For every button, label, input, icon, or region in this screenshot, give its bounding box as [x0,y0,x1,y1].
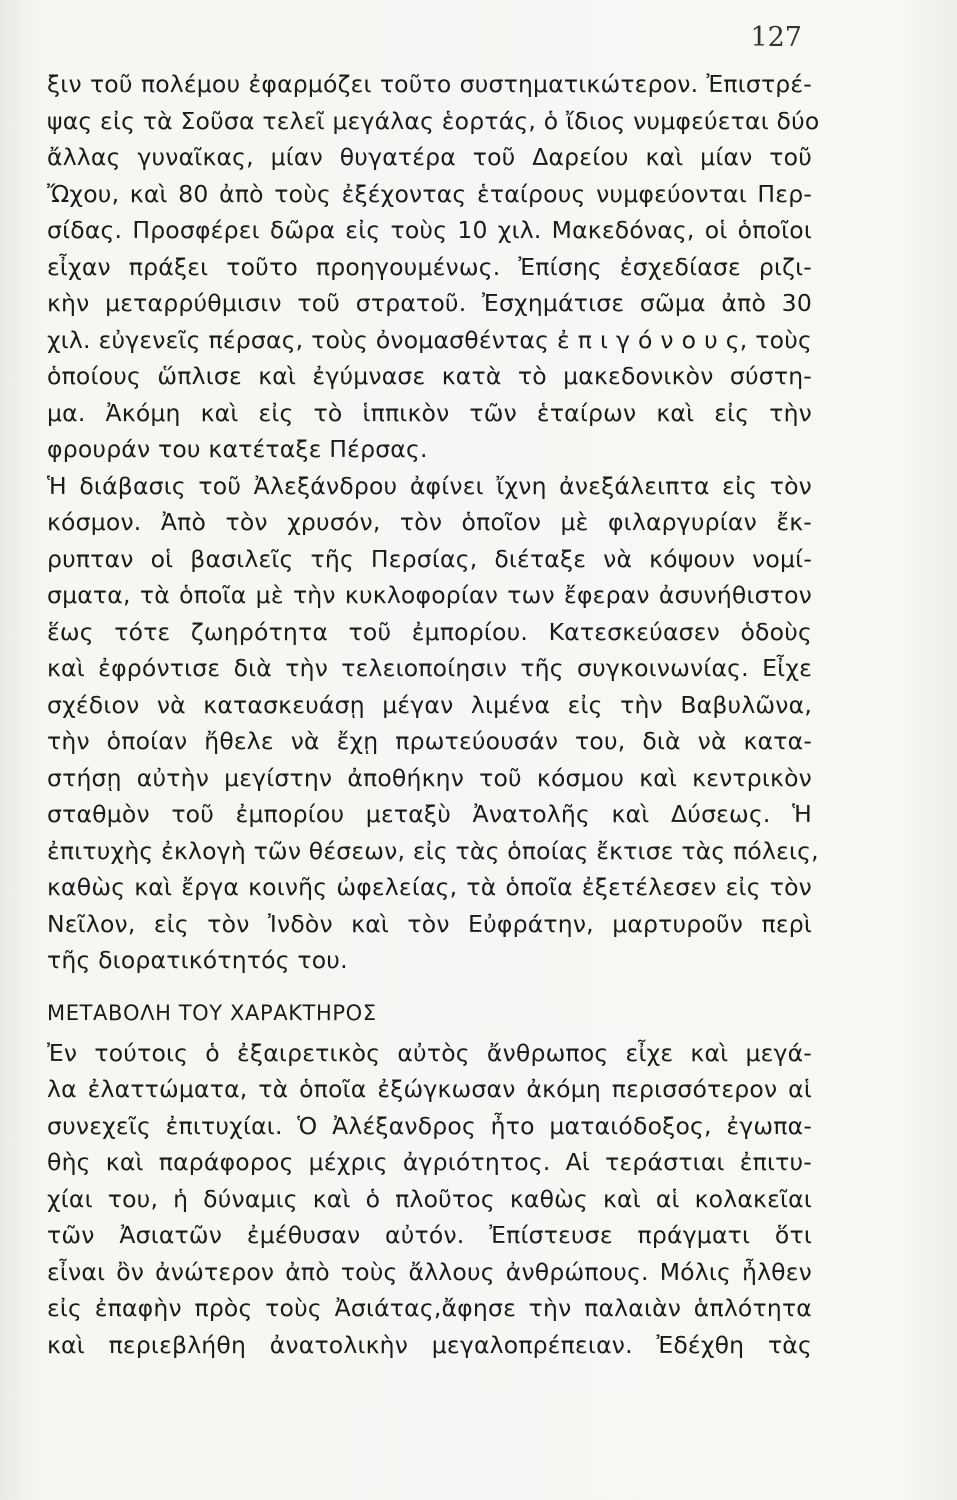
paragraph [47,66,820,468]
text-line: ρυπταν οἱ βασιλεῖς τῆς Περσίας, διέταξε νὰ κόψουν νομί- [47,544,812,573]
text-line: Ἐν τούτοις ὁ ἐξαιρετικὸς αὐτὸς ἄνθρωπος εἶχε καὶ μεγά- [47,1038,812,1067]
text-line: στήσῃ αὐτὴν μεγίστην ἀποθήκην τοῦ κόσμου καὶ κεντρικὸν [47,763,812,792]
text-line: Ὤχου, καὶ 80 ἀπὸ τοὺς ἐξέχοντας ἑταίρους νυμφεύονται Περ- [47,179,812,208]
text-line: εἶχαν πράξει τοῦτο προηγουμένως. Ἐπίσης ἐσχεδίασε ριζι- [47,252,812,281]
text-line: ἕως τότε ζωηρότητα τοῦ ἐμπορίου. Κατεσκεύασεν ὁδοὺς [47,617,812,646]
page-body [47,66,820,1363]
text-line: Ἡ διάβασις τοῦ Ἀλεξάνδρου ἀφίνει ἴχνη ἀνεξάλειπτα εἰς τὸν [47,471,812,500]
text-line: θὴς καὶ παράφορος μέχρις ἀγριότητος. Αἱ τεράστιαι ἐπιτυ- [47,1148,812,1176]
text-line: ἄλλας γυναῖκας, μίαν θυγατέρα τοῦ Δαρείου καὶ μίαν τοῦ [47,143,812,171]
text-line: ἐπιτυχὴς ἐκλογὴ τῶν θέσεων, εἰς τὰς ὁποίας ἔκτισε τὰς πόλεις, [47,836,819,865]
text-line: καὶ περιεβλήθη ἀνατολικὴν μεγαλοπρέπειαν. Ἐδέχθη τὰς [47,1330,812,1359]
text-line: ξιν τοῦ πολέμου ἐφαρμόζει τοῦτο συστηματικώτερον. Ἐπιστρέ- [47,70,812,98]
text-line: μα. Ἀκόμη καὶ εἰς τὸ ἱππικὸν τῶν ἑταίρων καὶ εἰς τὴν [47,398,812,427]
text-line: σίδας. Προσφέρει δῶρα εἰς τοὺς 10 χιλ. Μακεδόνας, οἱ ὁποῖοι [47,216,812,244]
text-line: φρουράν του κατέταξε Πέρσας. [47,435,428,463]
text-line: καθὼς καὶ ἔργα κοινῆς ὠφελείας, τὰ ὁποῖα ἐξετέλεσεν εἰς τὸν [47,873,812,901]
text-line: ψας εἰς τὰ Σοῦσα τελεῖ μεγάλας ἑορτάς, ὁ ἴδιος νυμφεύεται δύο [47,106,820,135]
page-number: 127 [750,22,802,53]
text-line: χίαι του, ἡ δύναμις καὶ ὁ πλοῦτος καθὼς καὶ αἱ κολακεῖαι [47,1184,812,1213]
text-line: κὴν μεταρρύθμισιν τοῦ στρατοῦ. Ἐσχημάτισε σῶμα ἀπὸ 30 [47,289,812,317]
text-line: εἶναι ὂν ἀνώτερον ἀπὸ τοὺς ἄλλους ἀνθρώπους. Μόλις ἦλθεν [47,1257,812,1286]
text-line: συνεχεῖς ἐπιτυχίαι. Ὁ Ἀλέξανδρος ἦτο ματαιόδοξος, ἐγωπα- [47,1111,812,1140]
text-line: κόσμον. Ἀπὸ τὸν χρυσόν, τὸν ὁποῖον μὲ φιλαργυρίαν ἔκ- [47,508,812,536]
text-line: τὴν ὁποίαν ἤθελε νὰ ἔχῃ πρωτεύουσάν του, διὰ νὰ κατα- [47,727,812,755]
paragraph [47,1035,812,1364]
text-line: τῶν Ἀσιατῶν ἐμέθυσαν αὐτόν. Ἐπίστευσε πράγματι ὅτι [47,1221,812,1249]
text-line: σχέδιον νὰ κατασκευάσῃ μέγαν λιμένα εἰς τὴν Βαβυλῶνα, [47,690,812,719]
text-line: τῆς διορατικότητός του. [47,946,348,974]
text-line: λα ἐλαττώματα, τὰ ὁποῖα ἐξώγκωσαν ἀκόμη περισσότερον αἱ [47,1075,812,1103]
text-line: ὁποίους ὥπλισε καὶ ἐγύμνασε κατὰ τὸ μακεδονικὸν σύστη- [47,362,812,390]
text-line: εἰς ἐπαφὴν πρὸς τοὺς Ἀσιάτας,ἄφησε τὴν παλαιὰν ἁπλότητα [47,1294,812,1322]
text-line: σταθμὸν τοῦ ἐμπορίου μεταξὺ Ἀνατολῆς καὶ Δύσεως. Ἡ [47,800,812,828]
section-heading: ΜΕΤΑΒΟΛΗ ΤΟΥ ΧΑΡΑΚΤΗΡΟΣ [47,1000,377,1025]
paragraph [47,468,819,979]
text-line: σματα, τὰ ὁποῖα μὲ τὴν κυκλοφορίαν των ἔφεραν ἀσυνήθιστον [47,581,812,609]
text-line: καὶ ἐφρόντισε διὰ τὴν τελειοποίησιν τῆς συγκοινωνίας. Εἶχε [47,654,812,682]
text-line: Νεῖλον, εἰς τὸν Ἰνδὸν καὶ τὸν Εὐφράτην, μαρτυροῦν περὶ [47,909,812,938]
text-line: χιλ. εὐγενεῖς πέρσας, τοὺς ὀνομασθέντας ἐ π ι γ ό ν ο υ ς, τοὺς [47,325,812,354]
